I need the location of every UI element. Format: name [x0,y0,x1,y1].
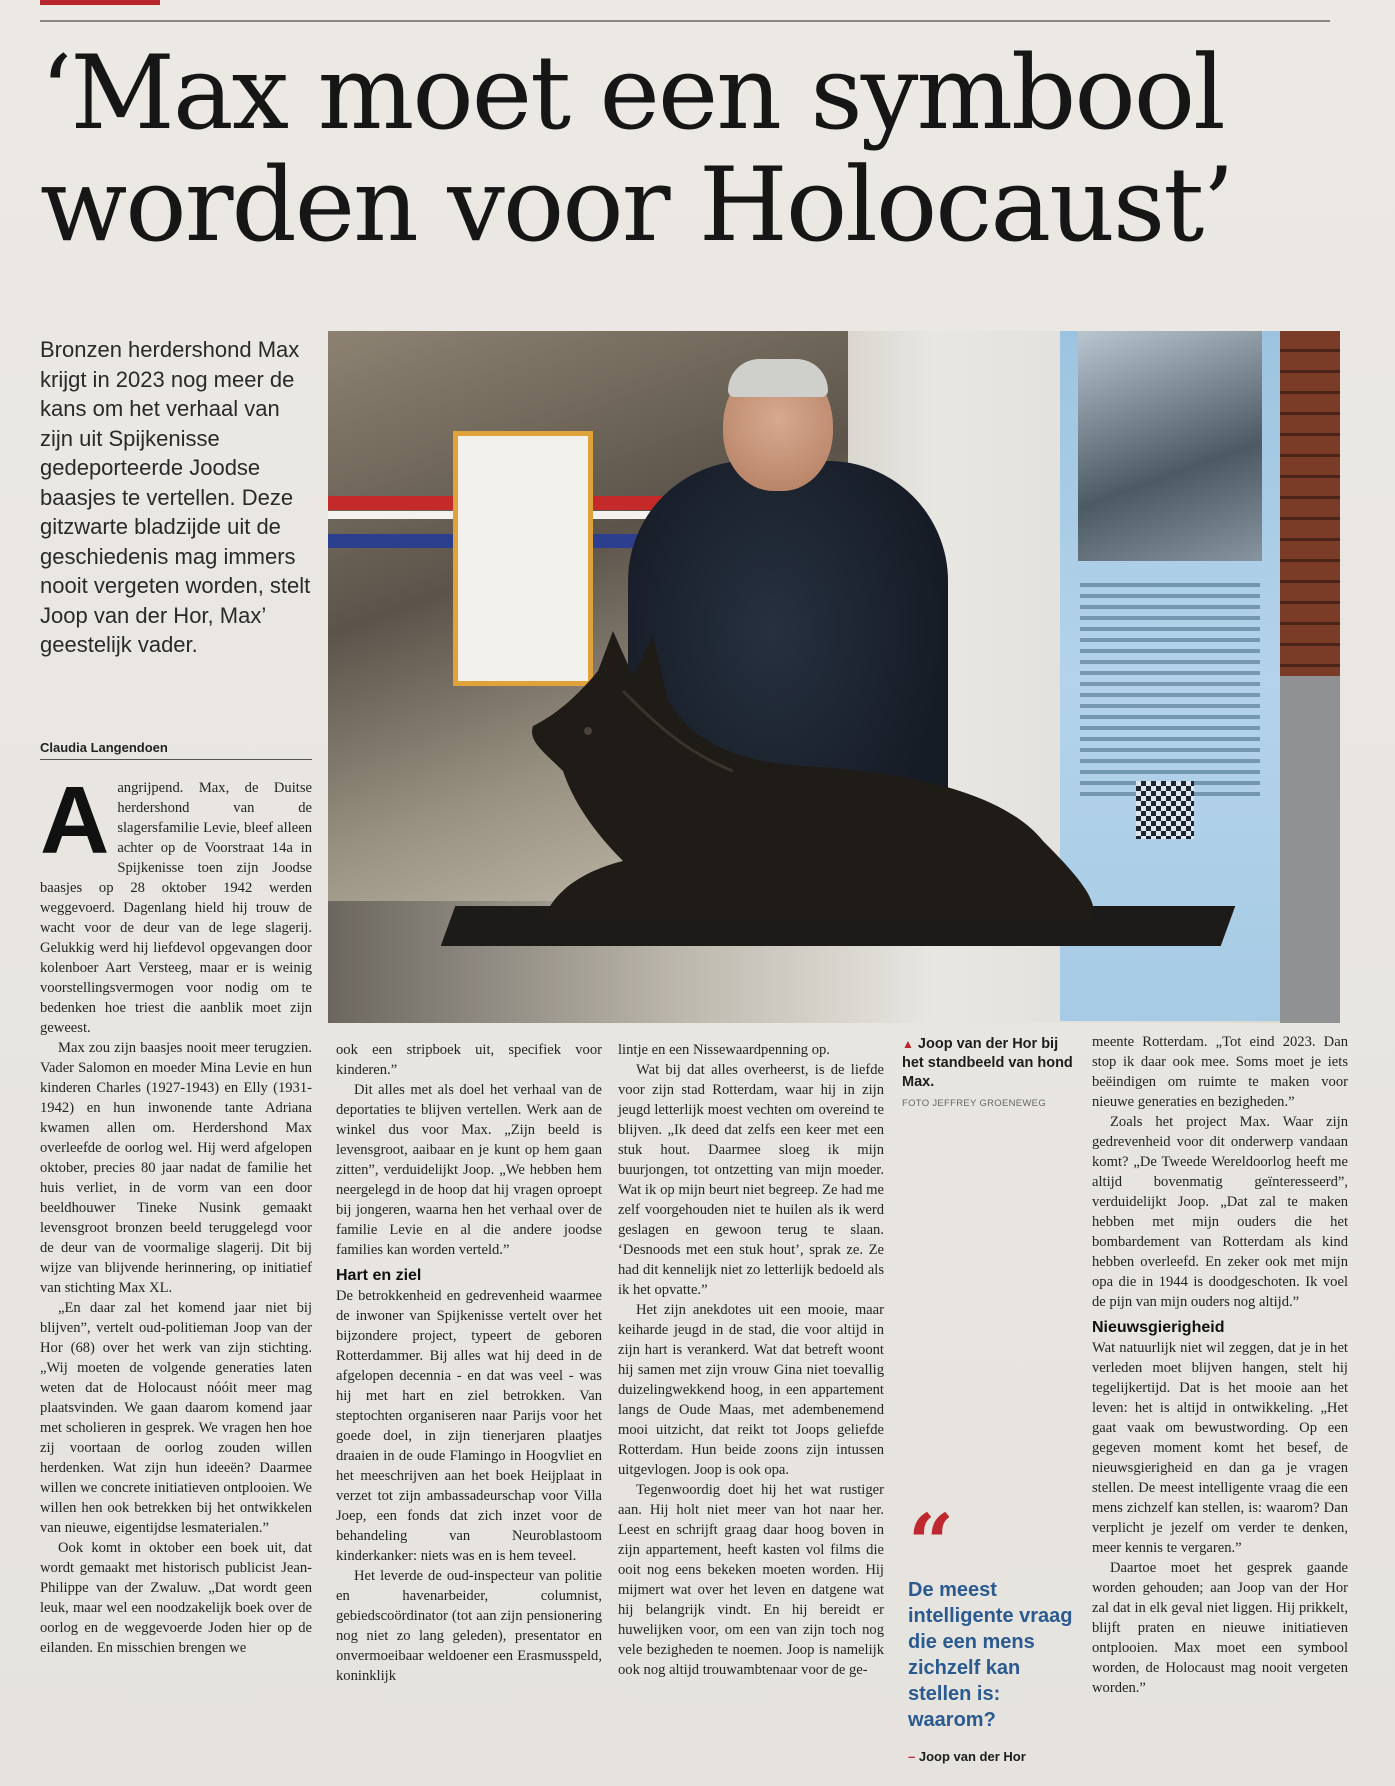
paragraph: ook een stripboek uit, specifiek voor kinderen.” [336,1042,602,1078]
pull-quote [908,1496,1073,1764]
paragraph: meente Rotterdam. „Tot eind 2023. Dan stop ik daar ook mee. Soms moet je iets beëindigen om ruimte te maken voor nieuwe generaties en bezigheden.” [1092,1034,1348,1110]
article-column-2 [336,1040,602,1686]
pull-quote-text: De meest intelligente vraag die een mens zichzelf kan stellen is: waarom? [908,1579,1073,1731]
poster-photo [1078,331,1262,561]
article-photo [328,331,1340,1023]
article-column-3 [618,1040,884,1680]
caption-text: Joop van der Hor bij het standbeeld van hond Max. [902,1036,1073,1090]
poster-text-lines [1080,576,1260,803]
subheading: Hart en ziel [336,1267,422,1284]
paragraph: Tegenwoordig doet hij het wat rustiger aan. Hij holt niet meer van hot naar her. Leest en schrijft graag daar hoog boven in zijn appartement, heeft kasten vol films die ooit nog eens bekeken moeten worden. Hij mijmert wat over het leven en datgene wat hij belangrijk vindt. En hij bereidt er huwelijken voor, om een van zijn toch nog vele bezigheden te noemen. Joop is namelijk ook nog altijd trouwambtenaar voor de ge- [618,1482,884,1678]
intro-lead: Bronzen herdershond Max krijgt in 2023 nog meer de kans om het verhaal van zijn uit Spijkenisse gedeporteerde Joodse baasjes te vertellen. Deze gitzwarte bladzijde uit de geschiedenis mag immers nooit vergeten worden, stelt Joop van der Hor, Max’ geestelijk vader. [40,337,311,657]
paragraph: Dit alles met als doel het verhaal van de deportaties te blijven vertellen. Werk aan de winkel dus voor Max. „Zijn beeld is levensgroot, aaibaar en je kunt op hem gaan zitten”, verduidelijkt Joop. „We hebben hem neergelegd in de hoop dat hij vragen oproept bij jongeren, waarna hen het verhaal over de familie Levie en al die andere joodse families kan worden verteld.” [336,1082,602,1258]
qr-code [1136,781,1194,839]
paragraph: lintje en een Nissewaardpenning op. [618,1042,830,1058]
article-column-5 [1092,1032,1348,1698]
paragraph: Max zou zijn baasjes nooit meer terugzien. Vader Salomon en moeder Mina Levie en hun kinderen Charles (1927-1943) en Elly (1931-1942) en hun inwonende tante Adriana kwamen allen om. Herdershond Max overleefde de oorlog wel. Hij werd afgelopen oktober, precies 80 jaar nadat de familie het huis verliet, in de vorm van een door beeldhouwer Tineke Nusink gemaakt levensgroot bronzen beeld teruggelegd voor de deur van de voormalige slagerij. Dit bij wijze van blijvende herinnering, op initiatief van stichting Max XL. [40,1040,312,1296]
top-rule [40,0,1330,22]
paragraph: Zoals het project Max. Waar zijn gedrevenheid voor dit onderwerp vandaan komt? „De Tweede Wereldoorlog heeft me altijd bovenmatig geïnteresseerd”, verduidelijkt Joop. „Dat zal te maken hebben met mijn ouders die het bombardement van Rotterdam als kind hebben overleefd. En zeker ook met mijn opa die in 1944 is doodgeschoten. Ik voel de pijn van mijn ouders nog altijd.” [1092,1114,1348,1310]
pull-quote-author: – Joop van der Hor [908,1749,1026,1764]
paragraph: De betrokkenheid en gedrevenheid waarmee de inwoner van Spijkenisse vertelt over het bijzondere project, typeert de geboren Rotterdammer. Bij alles wat hij deed in de afgelopen decennia - en dat was veel - was hij met hart en ziel betrokken. Van steptochten organiseren naar Parijs voor het goede doel, in zijn tienerjaren plaatjes draaien in de oude Flamingo in Hoogvliet en het meeschrijven aan het boek Heijplaat in verzet tot zijn ambassadeurschap voor Villa Joep, een fonds dat zich inzet voor de behandeling van Neuroblastoom kinderkanker: niets was en is hem teveel. [336,1288,602,1564]
byline: Claudia Langendoen [40,740,312,760]
author-name: Joop van der Hor [918,1749,1026,1764]
paragraph: angrijpend. Max, de Duitse herdershond van de slagersfamilie Levie, bleef alleen achter op de Voorstraat 14a in Spijkenisse toen zijn Joodse baasjes op 28 oktober 1942 werden weggevoerd. Dagenlang hield hij trouw de wacht voor de deur van de lege slagerij. Gelukkig werd hij liefdevol opgevangen door kolenboer Aart Versteeg, maar er is weinig voorstellingsvermogen voor nodig om te bedenken hoe triest die aanblik moet zijn geweest. [40,780,312,1036]
subheading: Nieuwsgierigheid [1092,1319,1225,1336]
man-hair [728,359,828,397]
dog-statue [503,631,1103,931]
paragraph: Wat natuurlijk niet wil zeggen, dat je in het verleden moet blijven hangen, stelt hij tegelijkertijd. Dat is het mooie aan het leven: het is altijd in ontwikkeling. „Het gaat vaak om bewustwording. Op een gegeven moment komt het besef, de nieuwsgierigheid en dan ga je vragen stellen. De meest intelligente vraag die een mens zichzelf kan stellen, is: waarom? Dan verplicht je jezelf om verder te denken, meer kennis te vergaren.” [1092,1340,1348,1556]
paragraph: Daartoe moet het gesprek gaande worden gehouden; aan Joop van der Hor zal dat in elk geval niet liggen. Hij prikkelt, blijft praten en nieuwe initiatieven ontplooien. Max moet een symbool worden, de Holocaust mag nooit vergeten worden.” [1092,1560,1348,1696]
headline: ‘Max moet een symbool worden voor Holocaust’ [40,34,1233,265]
paragraph: Het zijn anekdotes uit een mooie, maar keiharde jeugd in de stad, die voor altijd in zijn hart is verankerd. Wat dat betreft woont hij samen met zijn vrouw Gina niet toevallig duizelingwekkend hoog, in een appartement langs de Oude Maas, met adembenemend mooi uitzicht, dat reikt tot Joops geliefde Rotterdam. Hun beide zoons zijn intussen uitgevlogen. Joop is ook opa. [618,1302,884,1478]
paragraph: Het leverde de oud-inspecteur van politie en havenarbeider, columnist, gebiedscoördinator (tot aan zijn pensionering nog niet zo lang geleden), presentator en onvermoeibaar weldoener een Erasmusspeld, koninklijk [336,1568,602,1684]
drop-cap: A [40,767,110,874]
caption-triangle-icon: ▲ [902,1037,914,1051]
paragraph: „En daar zal het komend jaar niet bij blijven”, vertelt oud-politieman Joop van der Hor (68) over het werk van zijn stichting. „Wij moeten de volgende generaties laten weten dat de Holocaust nóóit meer mag plaatsvinden. We gaan daarom komend jaar met scholieren in gesprek. We vragen hen hoe zij voortaan de oorlog zouden willen herdenken. Wat zijn hun ideeën? Daarmee willen we concrete initiatieven ontplooien. We willen hen ook betrekken bij het ontwikkelen van nieuwe, eigentijdse lesmaterialen.” [40,1300,312,1536]
section-marker [40,0,160,5]
photo-caption [902,1035,1077,1092]
photo-credit: FOTO JEFFREY GROENEWEG [902,1098,1047,1109]
stone-pillar [1280,676,1340,1023]
paragraph: Wat bij dat alles overheerst, is de liefde voor zijn stad Rotterdam, waar hij in zijn jeugd letterlijk moest vechten om overeind te blijven. „Ik deed dat zelfs een keer met een stuk hout. Daarmee sloeg ik mijn buurjongen, tot ontzetting van mijn moeder. Wat ik op mijn beurt niet begreep. Ze had me zelf voorgehouden niet te huilen als ik werd geslagen en gewoon terug te slaan. ‘Desnoods met een stuk hout’, sprak ze. Ze had dit kennelijk niet zo letterlijk bedoeld als ik het opvatte.” [618,1062,884,1298]
article-column-1 [40,767,312,1658]
paragraph: Ook komt in oktober een boek uit, dat wordt gemaakt met historisch publicist Jean-Philippe van der Zwaluw. „Dat wordt geen leuk, maar wel een noodzakelijk boek over de oorlog en de weggevoerde Joden hier op de eilanden. En misschien brengen we [40,1540,312,1656]
quote-mark-icon: “ [908,1496,955,1590]
